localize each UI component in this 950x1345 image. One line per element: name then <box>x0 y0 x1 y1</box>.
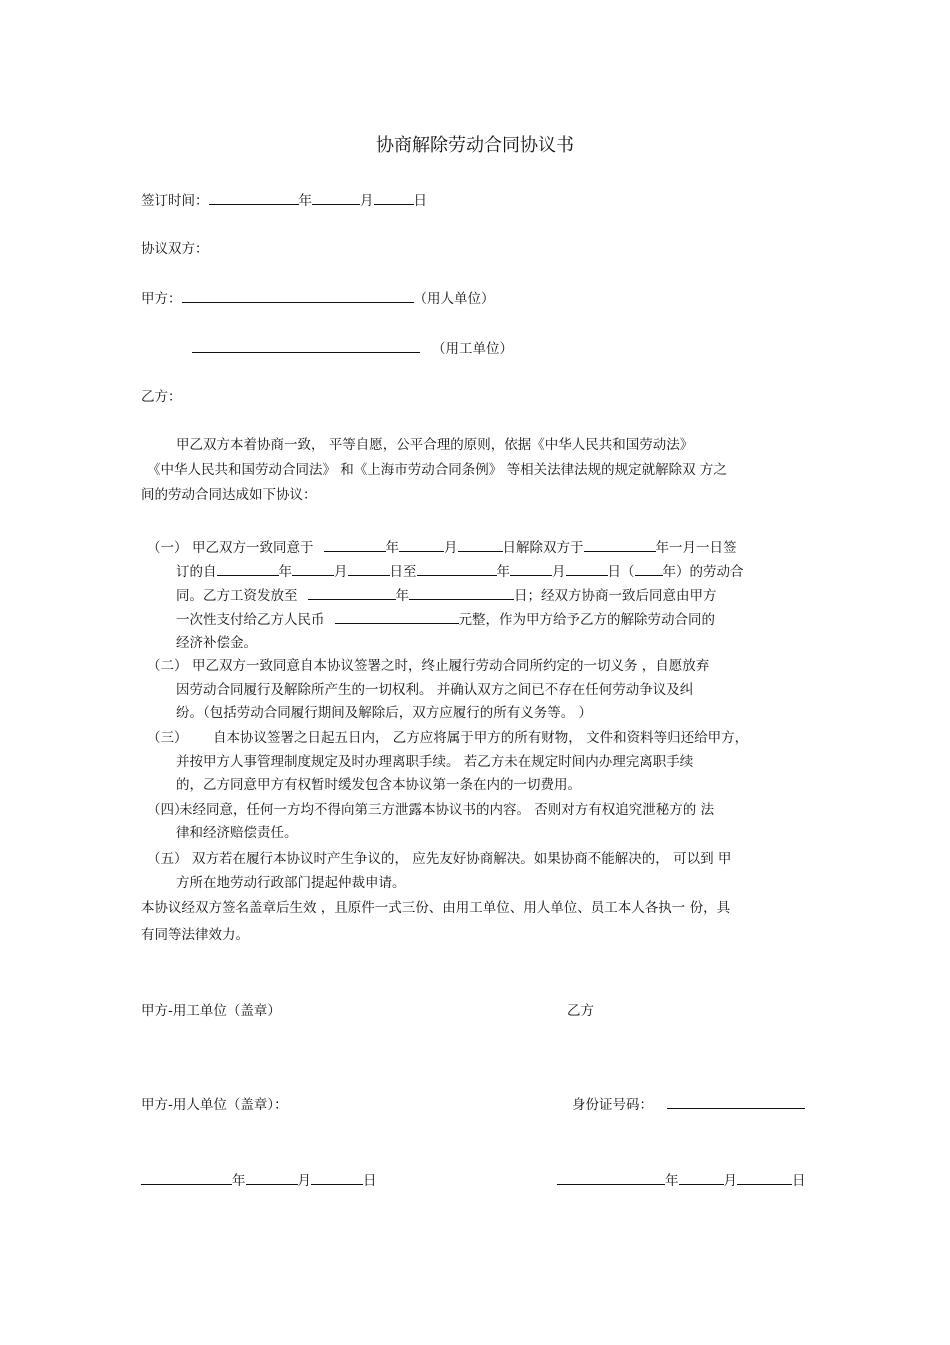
page-title: 协商解除劳动合同协议书 <box>376 135 574 156</box>
party-a-user-note: （用工单位） <box>432 341 513 357</box>
day-char: 日 <box>413 193 427 209</box>
party-b-label: 乙方： <box>141 389 182 405</box>
text: 月 <box>723 1173 737 1189</box>
clause-3-line-2: 并按甲方人事管理制度规定及时办理离职手续。 若乙方未在规定时间内办理完离职手续 <box>176 754 694 770</box>
clause-5-line-2: 方所在地劳动行政部门提起仲裁申请。 <box>176 875 406 891</box>
sign-time-line <box>141 190 427 213</box>
text: 日至 <box>389 564 417 580</box>
text: 年 <box>385 540 399 556</box>
parties-label: 协议双方： <box>141 241 209 257</box>
text: 甲乙双方一致同意自本协议签署之时，终止履行劳动合同所约定的一切义务 ，自愿放弃 <box>192 658 710 674</box>
text: 自本协议签署之日起五日内， 乙方应将属于甲方的所有财物， 文件和资料等归还给甲方， <box>213 730 749 746</box>
id-number-label: 身份证号码： <box>572 1097 653 1113</box>
text: 日解除双方于 <box>502 540 584 556</box>
clause-2-line-2: 因劳动合同履行及解除所产生的一切权利。 并确认双方之间已不存在任何劳动争议及纠 <box>176 682 694 698</box>
party-a-user-blank[interactable] <box>192 338 420 353</box>
year-char: 年 <box>298 193 312 209</box>
sig-party-a-user: 甲方-用工单位（盖章） <box>141 1003 281 1019</box>
intro-line-1: 甲乙双方本着协商一致， 平等自愿，公平合理的原则，依据《中华人民共和国劳动法》 <box>176 437 694 453</box>
clause-4-number: （四） <box>147 802 188 818</box>
sig-date-left <box>141 1170 377 1193</box>
text: 双方若在履行本协议时产生争议的， 应先友好协商解决。如果协商不能解决的， 可以到 甲 <box>192 851 732 867</box>
intro-line-3: 间的劳动合同达成如下协议： <box>141 487 317 503</box>
text: 月 <box>297 1173 311 1189</box>
text: 订的自 <box>176 564 217 580</box>
clause-1-line-4 <box>176 609 715 632</box>
blank[interactable] <box>458 537 503 552</box>
clause-1-line-2 <box>176 561 744 584</box>
effect-line-1: 本协议经双方签名盖章后生效 ，且原件一式三份、由用工单位、用人单位、员工本人各执一 份，具 <box>141 900 731 916</box>
blank[interactable] <box>584 537 656 552</box>
id-number-line <box>572 1094 805 1117</box>
party-a-employer-note: （用人单位） <box>413 291 495 307</box>
clause-3-line-3: 的，乙方同意甲方有权暂时缓发包含本协议第一条在内的一切费用。 <box>176 777 581 793</box>
clause-4-line-2: 律和经济赔偿责任。 <box>176 825 298 841</box>
month-char: 月 <box>360 193 374 209</box>
party-a-user-line <box>192 338 513 361</box>
clause-2-line-1 <box>147 655 709 678</box>
blank[interactable] <box>324 537 386 552</box>
party-a-employer-blank[interactable] <box>182 288 414 303</box>
clause-3-line-1 <box>147 727 748 750</box>
blank[interactable] <box>141 1170 232 1185</box>
text: 日（ <box>607 564 635 580</box>
text: 日 <box>363 1173 377 1189</box>
text: 年一月一日签 <box>655 540 737 556</box>
clause-5-line-1 <box>147 848 731 871</box>
blank[interactable] <box>635 561 663 576</box>
party-a-line <box>141 288 495 311</box>
text: 月 <box>334 564 348 580</box>
blank[interactable] <box>335 609 459 624</box>
text: 年 <box>665 1173 679 1189</box>
blank[interactable] <box>557 1170 665 1185</box>
blank[interactable] <box>459 585 514 600</box>
blank[interactable] <box>311 1170 363 1185</box>
clause-1-line-5: 经济补偿金。 <box>176 635 257 651</box>
text: 日 <box>792 1173 806 1189</box>
sign-time-label: 签订时间： <box>141 193 209 209</box>
clause-2-number: （二） <box>147 658 188 674</box>
blank[interactable] <box>417 561 497 576</box>
id-number-blank[interactable] <box>667 1094 805 1109</box>
text: 月 <box>552 564 566 580</box>
blank-month[interactable] <box>312 190 360 205</box>
blank[interactable] <box>737 1170 792 1185</box>
text: 同。乙方工资发放至 <box>176 588 298 604</box>
clause-5-number: （五） <box>147 851 188 867</box>
text: 年 <box>395 588 409 604</box>
clause-1-line-3 <box>176 585 717 608</box>
sig-party-b: 乙方 <box>567 1003 594 1019</box>
blank[interactable] <box>308 585 396 600</box>
blank[interactable] <box>566 561 608 576</box>
text: 年 <box>278 564 292 580</box>
blank[interactable] <box>399 537 444 552</box>
blank[interactable] <box>510 561 552 576</box>
party-a-label: 甲方： <box>141 291 182 307</box>
intro-line-2: 《中华人民共和国劳动合同法》 和《上海市劳动合同条例》 等相关法律法规的规定就解除双 方之 <box>147 462 727 478</box>
text: 月 <box>444 540 458 556</box>
blank-year[interactable] <box>209 190 299 205</box>
blank[interactable] <box>246 1170 298 1185</box>
blank[interactable] <box>292 561 334 576</box>
text: 年 <box>496 564 510 580</box>
blank[interactable] <box>348 561 390 576</box>
text: 年）的劳动合 <box>662 564 744 580</box>
effect-line-2: 有同等法律效力。 <box>141 927 249 943</box>
blank[interactable] <box>409 585 459 600</box>
sig-date-right <box>557 1170 806 1193</box>
clause-4-line-1 <box>147 799 714 822</box>
clause-1-line-1 <box>147 537 737 560</box>
blank-day[interactable] <box>374 190 414 205</box>
sig-party-a-employer: 甲方-用人单位（盖章）： <box>141 1097 288 1113</box>
text: 一次性支付给乙方人民币 <box>176 612 325 628</box>
blank[interactable] <box>217 561 279 576</box>
blank[interactable] <box>679 1170 724 1185</box>
text: 日；经双方协商一致后同意由甲方 <box>514 588 717 604</box>
text: 未经同意，任何一方均不得向第三方泄露本协议书的内容。 否则对方有权追究泄秘方的 法 <box>179 802 715 818</box>
clause-1-text: 甲乙双方一致同意于 <box>192 540 314 556</box>
text: 元整，作为甲方给予乙方的解除劳动合同的 <box>458 612 715 628</box>
clause-2-line-3: 纷。（包括劳动合同履行期间及解除后，双方应履行的所有义务等。 ） <box>176 705 593 721</box>
clause-1-number: （一） <box>147 540 188 556</box>
clause-3-number: （三） <box>147 730 188 746</box>
text: 年 <box>232 1173 246 1189</box>
